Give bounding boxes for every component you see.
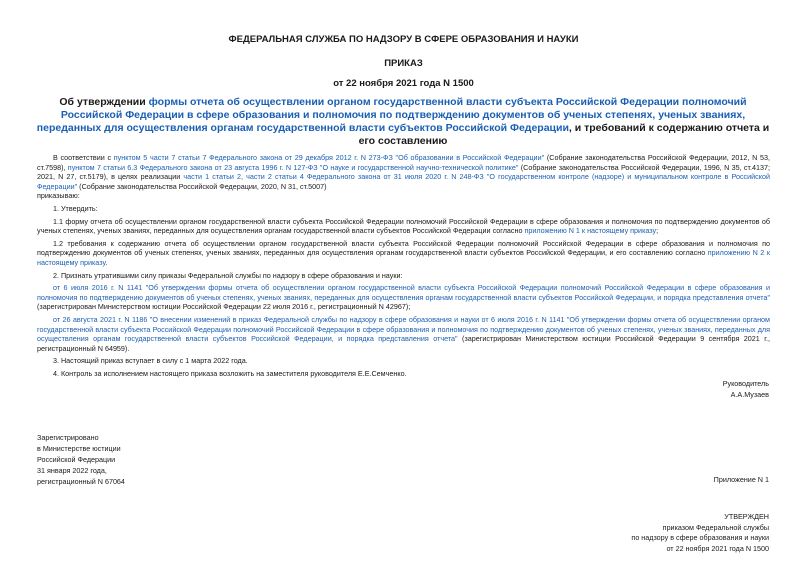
law-273-link[interactable]: пунктом 5 части 7 статьи 7 Федерального закона от 29 декабря 2012 г. N 273-ФЗ "Об образовании в Российской Федерации" bbox=[113, 153, 545, 162]
item-2-a bbox=[37, 283, 770, 312]
appendix-1-link[interactable]: приложению N 1 к настоящему приказу bbox=[524, 226, 657, 236]
item-4: 4. Контроль за исполнением настоящего приказа возложить на заместителя руководителя Е.Е.Семченко. bbox=[53, 368, 407, 378]
item-text: 1.1 форму отчета об осуществлении органом государственной власти субъекта Российской Федерации полномочий Российской Федерации в сфере образования и полномочия по подтверждению документов об ученых степенях, ученых званиях, переданных для осуществления органам государственной власти субъектов Российской Федерации согласно bbox=[37, 216, 770, 236]
registration-line: в Министерстве юстиции bbox=[37, 444, 121, 453]
law-248-link[interactable]: части 1 статьи 2, части 2 статьи 4 Федерального закона от 31 июля 2020 г. N 248-ФЗ "О государственном контроле (надзоре) и муниципальном контроле в Российской Федерации" bbox=[37, 172, 770, 191]
preamble-paragraph bbox=[37, 153, 770, 191]
registration-line: Российской Федерации bbox=[37, 455, 116, 464]
approved-line: УТВЕРЖДЕН bbox=[724, 512, 769, 521]
item-2: 2. Признать утратившими силу приказы Федеральной службы по надзору в сфере образования и науки: bbox=[53, 270, 403, 280]
signature-block bbox=[723, 379, 769, 400]
item-1: 1. Утвердить: bbox=[53, 203, 98, 213]
doc-type-heading: ПРИКАЗ bbox=[384, 58, 423, 69]
registration-block bbox=[37, 432, 125, 487]
approved-line: приказом Федеральной службы bbox=[662, 522, 769, 532]
item-3: 3. Настоящий приказ вступает в силу с 1 марта 2022 года. bbox=[53, 356, 248, 366]
law-127-link[interactable]: пунктом 7 статьи 6.3 Федерального закона от 23 августа 1996 г. N 127-ФЗ "О науке и государственной научно-технической политике" bbox=[67, 162, 519, 172]
item-text: (зарегистрирован Министерством юстиции Российской Федерации 9 сентября 2021 г., регистрационный N 64959). bbox=[37, 334, 770, 353]
item-text: 1.2 требования к содержанию отчета об осуществлении органом государственной власти субъекта Российской Федерации полномочий Российской Федерации в сфере образования и полномочия по подтверждению документов об ученых степенях, ученых званиях, переданных для осуществления органам государственной власти субъектов Российской Федерации, и его составлению согласно bbox=[37, 238, 770, 258]
item-1-2 bbox=[37, 239, 770, 268]
title-prefix: Об утверждении bbox=[59, 96, 149, 108]
agency-heading: ФЕДЕРАЛЬНАЯ СЛУЖБА ПО НАДЗОРУ В СФЕРЕ ОБРАЗОВАНИЯ И НАУКИ bbox=[228, 34, 579, 45]
order-1141-link[interactable]: от 6 июля 2016 г. N 1141 "Об утверждении формы отчета об осуществлении органом государственной власти субъекта Российской Федерации полномочий Российской Федерации в сфере образования и полномочия по подтверждению документов об ученых степенях, ученых званиях, переданных для осуществления органам государственной власти субъектов Российской Федерации, и порядка представления отчета" bbox=[37, 283, 770, 302]
title-link[interactable]: формы отчета об осуществлении органом государственной власти субъекта Российской Федерации полномочий Российской Федерации в сфере образования и полномочия по подтверждению документов об ученых степенях, ученых званиях, переданных для осуществления органам государственной власти субъектов Российской Федерации bbox=[36, 96, 747, 134]
item-text: . bbox=[105, 257, 108, 267]
registration-line: 31 января 2022 года, bbox=[37, 466, 107, 475]
registration-line: Зарегистрировано bbox=[37, 433, 99, 442]
document-title bbox=[28, 96, 778, 148]
signature-name: А.А.Музаев bbox=[730, 389, 769, 399]
item-1-1 bbox=[37, 217, 770, 236]
item-text: ; bbox=[656, 226, 659, 236]
document-body bbox=[37, 153, 770, 378]
signature-role: Руководитель bbox=[722, 379, 769, 388]
doc-date-number: от 22 ноября 2021 года N 1500 bbox=[333, 78, 474, 89]
approved-block bbox=[631, 512, 769, 554]
preamble-text: В соответствии с bbox=[53, 153, 114, 162]
appendix-2-link[interactable]: приложению N 2 к настоящему приказу bbox=[37, 248, 770, 267]
approved-line: от 22 ноября 2021 года N 1500 bbox=[666, 543, 769, 553]
preamble-text: (Собрание законодательства Российской Федерации, 1996, N 35, ст.4137; 2021, N 27, ст.5179), в целях реализации bbox=[37, 162, 770, 182]
appendix-label: Приложение N 1 bbox=[713, 475, 769, 484]
registration-line: регистрационный N 67064 bbox=[37, 477, 125, 486]
title-suffix: , и требований к содержанию отчета и его составлению bbox=[358, 122, 770, 147]
item-text: (зарегистрирован Министерством юстиции Российской Федерации 22 июля 2016 г., регистрационный N 42967); bbox=[37, 302, 411, 312]
item-2-b bbox=[37, 315, 770, 353]
orders-line: приказываю: bbox=[37, 191, 80, 201]
preamble-text: (Собрание законодательства Российской Федерации, 2020, N 31, ст.5007) bbox=[77, 181, 327, 191]
preamble-text: (Собрание законодательства Российской Федерации, 2012, N 53, ст.7598), bbox=[37, 153, 771, 172]
approved-line: по надзору в сфере образования и науки bbox=[631, 533, 769, 542]
order-1186-link[interactable]: от 26 августа 2021 г. N 1186 "О внесении изменений в приказ Федеральной службы по надзору в сфере образования и науки от 6 июля 2016 г. N 1141 "Об утверждении формы отчета об осуществлении органом государственной власти субъекта Российской Федерации полномочий Российской Федерации в сфере образования и полномочия по подтверждению документов об ученых степенях, ученых званиях, переданных для осуществления органам государственной власти субъектов Российской Федерации, и порядка представления отчета" bbox=[37, 314, 770, 344]
